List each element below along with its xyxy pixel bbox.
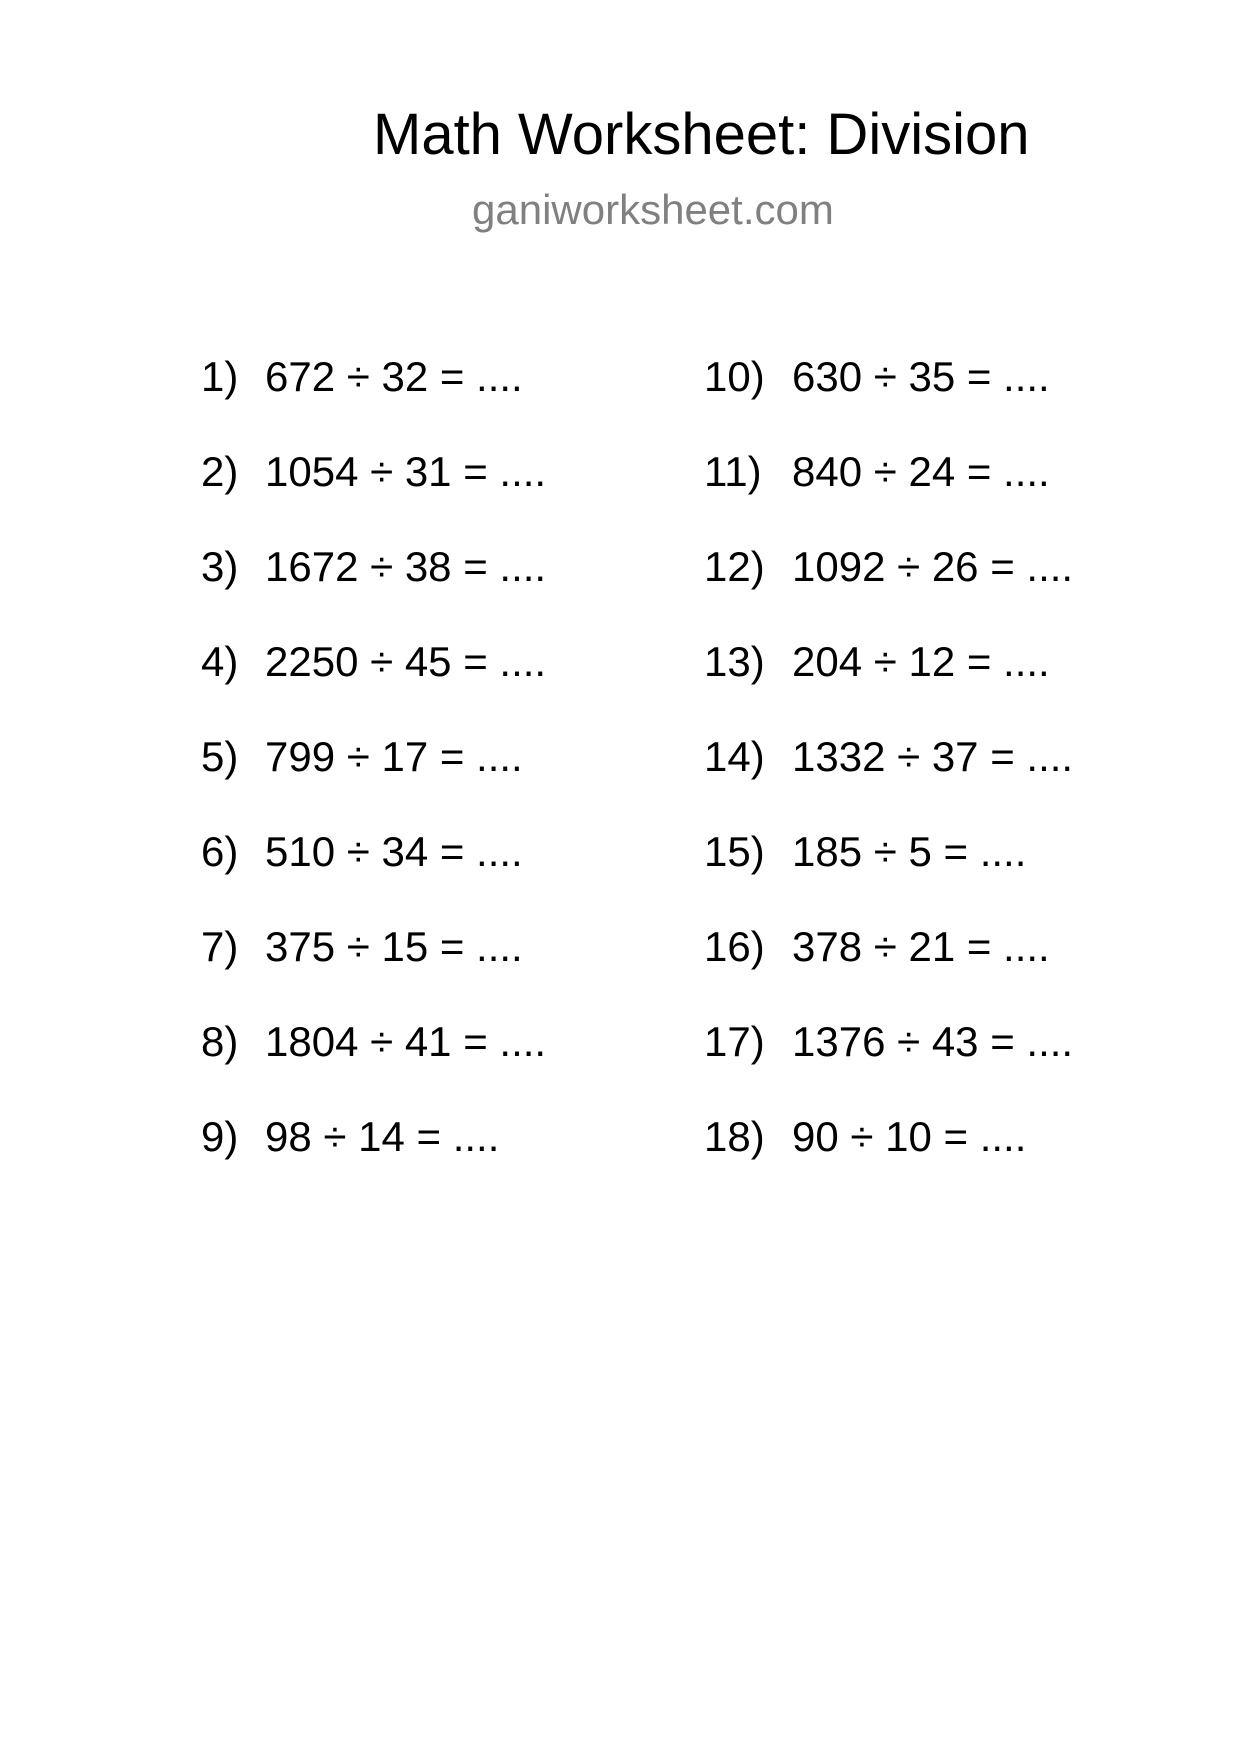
problem-item (201, 827, 546, 922)
problem-number: 17) (704, 1018, 765, 1065)
problem-number: 9) (201, 1113, 239, 1160)
problem-number: 2) (201, 448, 239, 495)
problem-expression: 378 ÷ 21 = .... (792, 923, 1050, 970)
page-title: Math Worksheet: Division (373, 102, 1030, 167)
problem-number: 1) (201, 353, 239, 400)
problem-item (704, 922, 1073, 1017)
problem-expression: 840 ÷ 24 = .... (792, 448, 1050, 495)
problem-number: 7) (201, 923, 239, 970)
problem-expression: 510 ÷ 34 = .... (265, 828, 523, 875)
problem-item (704, 447, 1073, 542)
problem-number: 4) (201, 638, 239, 685)
problem-expression: 672 ÷ 32 = .... (265, 353, 523, 400)
problem-item (201, 1017, 546, 1112)
problem-item (704, 1112, 1073, 1207)
problem-item (201, 1112, 546, 1207)
page-subtitle: ganiworksheet.com (472, 186, 834, 233)
problem-number: 15) (704, 828, 765, 875)
problem-item (201, 637, 546, 732)
problem-column-right (704, 352, 1073, 1207)
problem-number: 10) (704, 353, 765, 400)
problem-number: 3) (201, 543, 239, 590)
problem-number: 16) (704, 923, 765, 970)
problem-column-left (201, 352, 546, 1207)
problem-number: 14) (704, 733, 765, 780)
problem-expression: 90 ÷ 10 = .... (792, 1113, 1027, 1160)
problem-item (704, 827, 1073, 922)
problem-item (704, 352, 1073, 447)
problem-number: 12) (704, 543, 765, 590)
problem-number: 18) (704, 1113, 765, 1160)
problem-number: 13) (704, 638, 765, 685)
problem-item (704, 542, 1073, 637)
problem-number: 5) (201, 733, 239, 780)
problem-item (704, 1017, 1073, 1112)
problem-number: 11) (704, 448, 762, 495)
problem-expression: 1092 ÷ 26 = .... (792, 543, 1074, 590)
problem-expression: 1054 ÷ 31 = .... (265, 448, 547, 495)
problem-expression: 1332 ÷ 37 = .... (792, 733, 1074, 780)
problem-item (201, 922, 546, 1017)
problem-item (704, 637, 1073, 732)
problem-item (201, 447, 546, 542)
problem-expression: 98 ÷ 14 = .... (265, 1113, 500, 1160)
problem-number: 6) (201, 828, 239, 875)
problem-item (704, 732, 1073, 827)
problem-expression: 375 ÷ 15 = .... (265, 923, 523, 970)
problem-expression: 204 ÷ 12 = .... (792, 638, 1050, 685)
problem-expression: 1376 ÷ 43 = .... (792, 1018, 1074, 1065)
problem-item (201, 352, 546, 447)
problem-expression: 185 ÷ 5 = .... (792, 828, 1027, 875)
problem-expression: 799 ÷ 17 = .... (265, 733, 523, 780)
problem-expression: 1804 ÷ 41 = .... (265, 1018, 547, 1065)
problem-expression: 2250 ÷ 45 = .... (265, 638, 547, 685)
problem-item (201, 732, 546, 827)
problem-number: 8) (201, 1018, 239, 1065)
problem-expression: 1672 ÷ 38 = .... (265, 543, 547, 590)
problem-expression: 630 ÷ 35 = .... (792, 353, 1050, 400)
problem-item (201, 542, 546, 637)
